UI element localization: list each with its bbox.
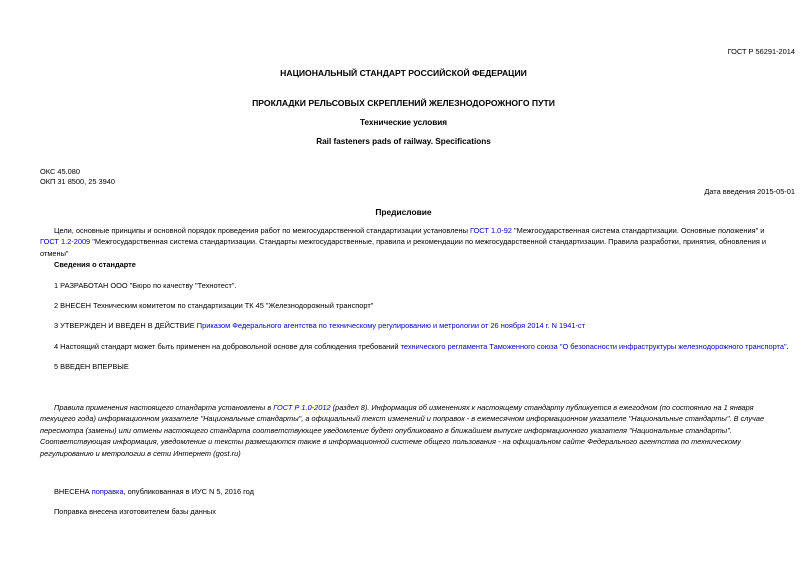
oks-code: ОКС 45.080 <box>40 167 80 176</box>
document-code: ГОСТ Р 56291-2014 <box>727 47 795 56</box>
rules-text-2: (раздел 8). Информация об изменениях к настоящему стандарту публикуется в ежегодном (по состоянию на 1 января текущего года) информационном указателе "Национальные стандарты", а официальный текст изменений и поправок - в ежемесячном информационном указателе "Национальные стандарты". В случае пересмотра (замены) или отмены настоящего стандарта соответствующее уведомление будет опубликовано в ближайшем выпуске информационного указателя "Национальные стандарты". Соответствующая информация, уведомление и тексты размещаются также в информационной системе общего пользования - на официальном сайте Федерального агентства по техническому регулированию и метрологии в сети Интернет (gost.ru) <box>40 403 765 458</box>
rules-text-1: Правила применения настоящего стандарта установлены в <box>54 403 274 412</box>
amendment-text-2: , опубликованная в ИУС N 5, 2016 год <box>123 487 254 496</box>
gost-r-1-0-2012-link[interactable]: ГОСТ Р 1.0-2012 <box>273 403 331 412</box>
info-item-1: 1 РАЗРАБОТАН ООО "Бюро по качеству "Технотест". <box>54 281 237 290</box>
foreword-text-2: "Межгосударственная система стандартизации. Основные положения" и <box>511 226 765 235</box>
standard-info-heading: Сведения о стандарте <box>54 260 136 269</box>
gost-1-0-92-link[interactable]: ГОСТ 1.0-92 <box>469 226 512 235</box>
info-item-3 <box>54 321 585 330</box>
info-item-2: 2 ВНЕСЕН Техническим комитетом по стандартизации ТК 45 "Железнодорожный транспорт" <box>54 301 374 310</box>
english-title: Rail fasteners pads of railway. Specifications <box>316 137 491 146</box>
foreword-text-1: Цели, основные принципы и основной порядок проведения работ по межгосударственной стандартизации установлены <box>54 226 470 235</box>
okp-code: ОКП 31 8500, 25 3940 <box>40 177 115 186</box>
document-title: ПРОКЛАДКИ РЕЛЬСОВЫХ СКРЕПЛЕНИЙ ЖЕЛЕЗНОДОРОЖНОГО ПУТИ <box>252 98 555 108</box>
document-subtitle: Технические условия <box>359 118 448 127</box>
foreword-heading: Предисловие <box>375 207 432 217</box>
order-link[interactable]: Приказом Федерального агентства по техническому регулированию и метрологии от 26 ноября 2014 г. N 1941-ст <box>196 321 585 330</box>
national-standard-heading: НАЦИОНАЛЬНЫЙ СТАНДАРТ РОССИЙСКОЙ ФЕДЕРАЦИИ <box>280 68 527 78</box>
amendment-link[interactable]: поправка <box>91 487 124 496</box>
info-item-4-text: 4 Настоящий стандарт может быть применен на добровольной основе для соблюдения требований <box>54 342 401 351</box>
foreword-paragraph <box>40 225 770 259</box>
info-item-5: 5 ВВЕДЕН ВПЕРВЫЕ <box>54 362 129 371</box>
tech-regulation-link[interactable]: технического регламента Таможенного союза "О безопасности инфраструктуры железнодорожного транспорта" <box>400 342 787 351</box>
rules-paragraph <box>40 402 770 459</box>
info-item-4-end: . <box>786 342 789 351</box>
info-item-4 <box>54 342 789 351</box>
amendment-text-1: ВНЕСЕНА <box>54 487 92 496</box>
database-note: Поправка внесена изготовителем базы данных <box>54 507 216 516</box>
amendment-line <box>54 487 254 496</box>
introduction-date: Дата введения 2015-05-01 <box>704 187 795 196</box>
gost-1-2-2009-link[interactable]: ГОСТ 1.2-2009 <box>40 237 91 247</box>
info-item-3-text: 3 УТВЕРЖДЕН И ВВЕДЕН В ДЕЙСТВИЕ <box>54 321 197 330</box>
foreword-text-3: "Межгосударственная система стандартизации. Стандарты межгосударственные, правила и рекомендации по межгосударственной стандартизации. Правила разработки, принятия, обновления и отмены" <box>40 237 767 258</box>
